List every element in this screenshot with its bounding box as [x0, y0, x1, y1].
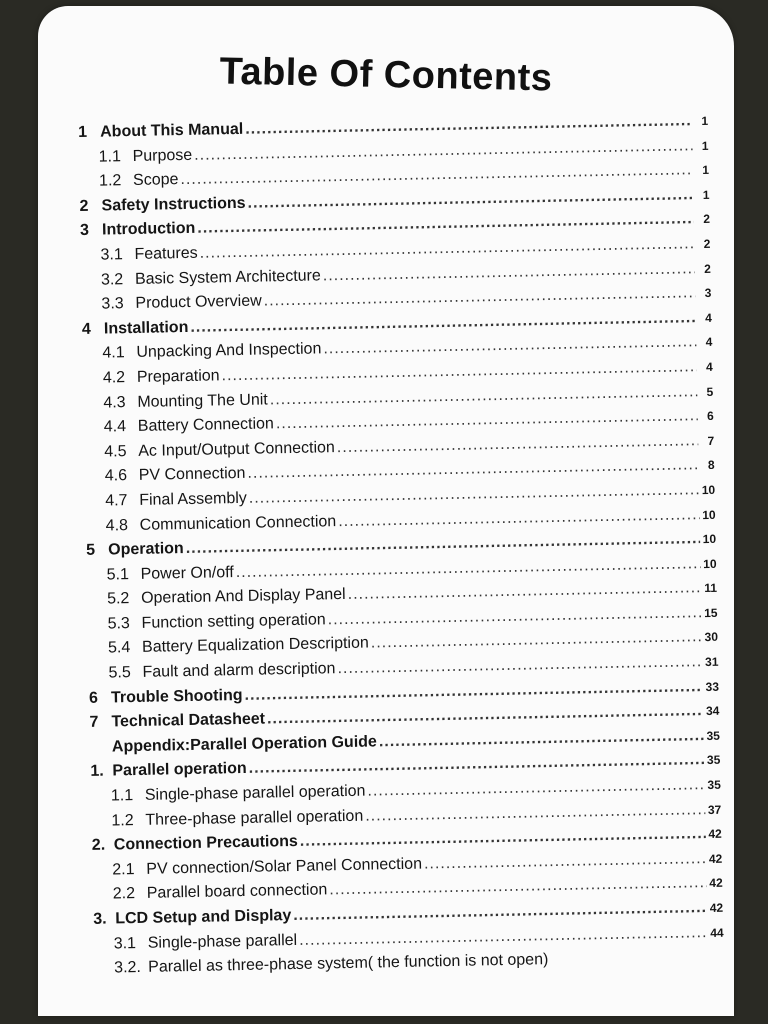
toc-entry-number: 1.2 [111, 811, 134, 830]
toc-entry-page-number: 6 [706, 408, 714, 424]
toc-entry-label: Ac Input/Output Connection [138, 438, 335, 460]
document-page [38, 6, 734, 1016]
toc-entry-page-number: 2 [703, 236, 711, 251]
toc-entry-number: 2.1 [112, 860, 135, 879]
toc-entry-page-number: 5 [706, 384, 714, 399]
toc-entry-label: Basic System Architecture [134, 266, 321, 288]
toc-entry-number: 5.2 [106, 590, 130, 608]
toc-entry-label: LCD Setup and Display [115, 907, 292, 928]
toc-entry-number: 7 [89, 713, 99, 732]
toc-entry-number: 4.3 [103, 393, 126, 412]
toc-entry-page-number: 42 [708, 851, 723, 866]
toc-entry-label: Technical Datasheet [111, 710, 266, 731]
toc-entry-label: Mounting The Unit [137, 390, 268, 411]
toc-entry-label: Parallel operation [112, 760, 247, 780]
toc-entry-label: Power On/off [140, 563, 234, 583]
toc-entry-number: 3.3 [101, 295, 124, 313]
toc-entry-number: 4.1 [102, 344, 125, 362]
toc-entry-number: 1.1 [98, 147, 122, 166]
toc-entry-number: 4.7 [105, 492, 128, 510]
toc-entry-number: 2. [91, 836, 106, 855]
toc-entry-label: Introduction [101, 220, 196, 239]
toc-entry-label: Unpacking And Inspection [136, 340, 322, 362]
toc-entry-page-number: 35 [707, 777, 721, 793]
toc-entry-page-number: 1 [701, 138, 709, 153]
toc-entry-number: 4.5 [104, 442, 127, 461]
toc-entry-page-number: 2 [704, 261, 712, 276]
toc-entry-number: 5 [86, 541, 96, 560]
toc-entry-number: 5.4 [107, 639, 131, 657]
toc-entry-number: 3. [93, 910, 107, 928]
toc-entry-page-number: 1 [702, 163, 710, 178]
toc-entry-number: 2 [79, 197, 89, 215]
toc-entry-number: 3 [79, 222, 90, 240]
toc-entry-number: 1. [90, 763, 104, 781]
toc-entry-label: Communication Connection [139, 512, 337, 534]
toc-entry-label: Battery Connection [137, 415, 275, 436]
toc-entry-label: Three-phase parallel operation [145, 807, 364, 829]
toc-entry-label: Function setting operation [141, 611, 326, 632]
toc-entry-number: 3.2 [100, 270, 124, 289]
toc-entry-page-number: 37 [707, 802, 722, 817]
toc-entry-number: 4 [81, 320, 92, 338]
toc-entry-label: Appendix:Parallel Operation Guide [111, 733, 378, 756]
toc-entry-label: Parallel as three-phase system( the function is not open) [148, 951, 549, 976]
toc-entry-label: Scope [132, 171, 179, 190]
toc-entry-page-number: 10 [701, 482, 716, 497]
toc-entry-label: Single-phase parallel operation [144, 782, 366, 804]
toc-entry-label: Trouble Shooting [110, 686, 243, 707]
toc-entry-number: 1 [78, 123, 88, 141]
toc-entry-number: 3.1 [113, 934, 137, 953]
toc-entry-page-number: 44 [710, 925, 724, 940]
toc-entry-label: PV Connection [138, 465, 246, 485]
toc-entry-number: 4.8 [105, 516, 129, 535]
toc-entry-number: 2.2 [112, 885, 136, 903]
toc-entry-page-number: 33 [705, 679, 720, 694]
page-title: Table Of Contents [219, 50, 553, 100]
toc-entry-label: Battery Equalization Description [141, 634, 369, 657]
toc-entry-page-number: 7 [707, 433, 715, 448]
toc-entry-page-number: 35 [706, 753, 721, 768]
toc-entry-label: Fault and alarm description [142, 660, 336, 681]
toc-entry-label: Operation [108, 540, 184, 559]
toc-entry-page-number: 3 [704, 286, 712, 301]
toc-entry-page-number: 10 [703, 556, 717, 571]
toc-entry-page-number: 1 [702, 187, 710, 202]
toc-entry-label: Safety Instructions [101, 194, 246, 215]
toc-entry-page-number: 10 [702, 507, 716, 522]
toc-entry-label: Parallel board connection [146, 881, 328, 903]
toc-entry-page-number: 2 [703, 212, 711, 227]
toc-entry-number: 4.2 [102, 369, 126, 387]
toc-entry-page-number: 8 [707, 458, 715, 473]
toc-entry-number: 5.3 [107, 614, 131, 633]
toc-entry-number: 1.2 [98, 172, 122, 190]
toc-entry-page-number: 4 [705, 335, 713, 350]
toc-entry-label: About This Manual [99, 120, 244, 141]
toc-entry-label: Product Overview [135, 292, 262, 313]
toc-entry-page-number: 4 [705, 359, 713, 374]
toc-entry-page-number: 1 [701, 113, 709, 129]
toc-entry-page-number: 15 [704, 605, 718, 620]
toc-entry-page-number: 34 [705, 704, 720, 719]
toc-entry-page-number: 42 [708, 826, 722, 842]
toc-entry-label: Preparation [136, 367, 220, 386]
toc-entry-label: Purpose [132, 146, 193, 165]
toc-entry-label: Installation [103, 318, 189, 338]
toc-entry-number: 3.1 [100, 246, 123, 264]
toc-entry-label: Final Assembly [139, 489, 247, 509]
table-of-contents [78, 112, 724, 985]
toc-entry-number: 1.1 [110, 787, 134, 805]
toc-entry-page-number: 35 [706, 728, 720, 743]
toc-entry-number: 3.2. [114, 959, 142, 977]
toc-entry-page-number: 42 [709, 876, 723, 891]
toc-entry-page-number: 10 [702, 531, 717, 547]
toc-entry-label: Operation And Display Panel [140, 586, 346, 608]
toc-entry-label: Single-phase parallel [147, 931, 298, 952]
toc-entry-page-number: 30 [704, 630, 719, 645]
toc-entry-number: 6 [88, 689, 99, 707]
toc-entry-number: 4.6 [104, 467, 128, 485]
toc-entry-page-number: 11 [704, 581, 718, 596]
toc-entry-label: PV connection/Solar Panel Connection [146, 855, 423, 878]
toc-entry-number: 5.1 [106, 565, 130, 584]
toc-entry-page-number: 42 [709, 900, 724, 916]
toc-entry-number: 5.5 [108, 664, 131, 682]
toc-entry-page-number: 31 [704, 654, 719, 670]
toc-entry-label: Features [134, 244, 198, 263]
toc-entry-label: Connection Precautions [113, 833, 299, 854]
dot-leader [245, 112, 692, 139]
toc-entry-number: 4.4 [103, 418, 127, 436]
toc-entry-page-number: 4 [705, 310, 712, 325]
